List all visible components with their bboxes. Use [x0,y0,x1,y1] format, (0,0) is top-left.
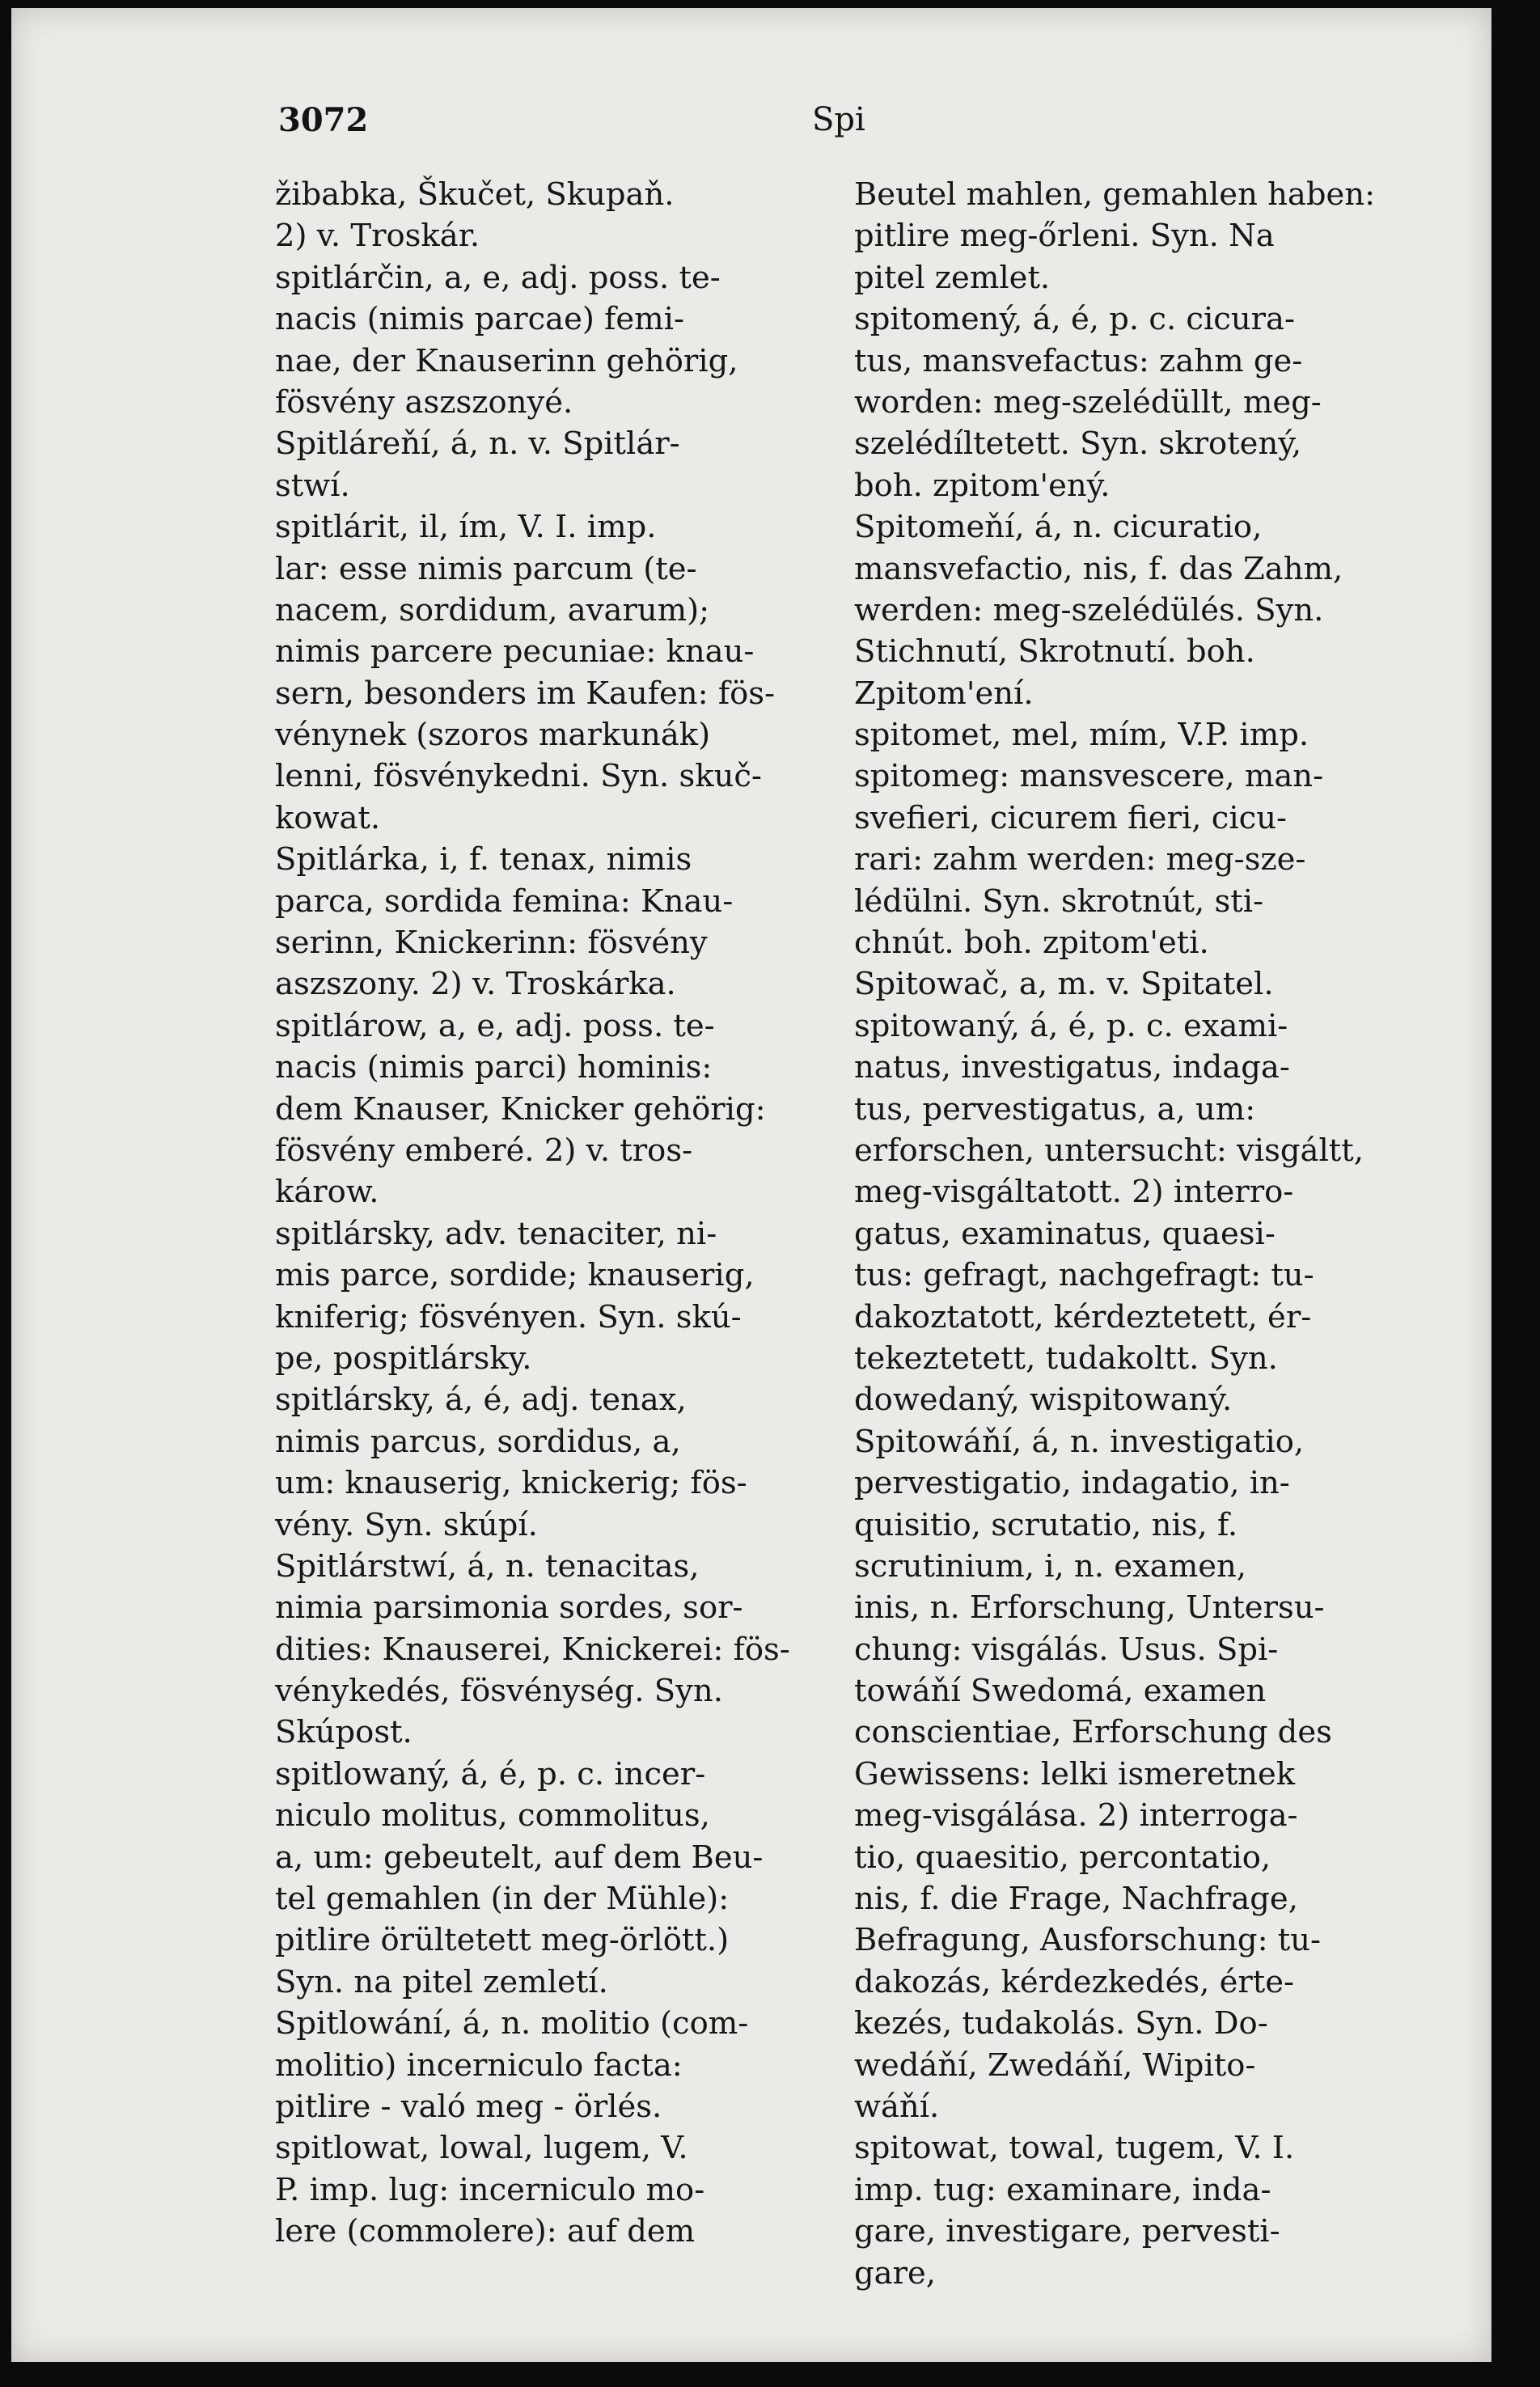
text-line: pervestigatio, indagatio, in- [854,1465,1290,1502]
text-line: worden: meg-szelédüllt, meg- [854,383,1322,421]
text-line: Syn. na pitel zemletí. [275,1963,608,2000]
text-line: spitlowaný, á, é, p. c. incer- [275,1755,706,1792]
text-line: wedáňí, Zwedáňí, Wipito- [854,2046,1256,2084]
text-line: imp. tug: examinare, inda- [854,2171,1271,2208]
text-line: nis, f. die Frage, Nachfrage, [854,1881,1298,1918]
text-line: towáňí Swedomá, examen [854,1673,1267,1710]
text-line: vény. Syn. skúpí. [275,1506,538,1543]
text-line: Spitomeňí, á, n. cicuratio, [854,509,1263,546]
text-line: gare, investigare, pervesti- [854,2213,1280,2250]
text-line: parca, sordida femina: Knau- [275,882,734,920]
running-head: Spi [812,101,865,138]
text-line: pe, pospitlársky. [275,1340,532,1377]
text-line: um: knauserig, knickerig; fös- [275,1465,747,1502]
text-line: quisitio, scrutatio, nis, f. [854,1506,1238,1543]
text-line: wáňí. [854,2088,940,2125]
text-line: spitlowat, lowal, lugem, V. [275,2130,688,2167]
text-line: kezés, tudakolás. Syn. Do- [854,2005,1268,2042]
text-line: nacis (nimis parcae) femi- [275,301,684,338]
text-line: kowat. [275,799,381,836]
right-column [854,174,1428,2294]
text-line: spitomet, mel, mím, V.P. imp. [854,717,1309,754]
text-line: spitomeg: mansvescere, man- [854,758,1324,795]
text-line: lenni, fösvénykedni. Syn. skuč- [275,758,762,795]
page-number: 3072 [278,101,369,139]
text-line: Gewissens: lelki ismeretnek [854,1755,1296,1792]
text-line: pitlire meg-őrleni. Syn. Na [854,218,1275,255]
text-line: mis parce, sordide; knauserig, [275,1257,755,1294]
text-line: pitel zemlet. [854,259,1051,296]
page-header [11,101,1491,150]
text-line: scrutinium, i, n. examen, [854,1547,1247,1585]
text-line: werden: meg-szelédülés. Syn. [854,591,1324,628]
text-line: inis, n. Erforschung, Untersu- [854,1589,1325,1627]
text-line: spitlársky, á, é, adj. tenax, [275,1382,687,1419]
text-line: P. imp. lug: incerniculo mo- [275,2171,705,2208]
text-line: dem Knauser, Knicker gehörig: [275,1090,766,1128]
text-line: chung: visgálás. Usus. Spi- [854,1631,1279,1668]
text-line: chnút. boh. zpitom'eti. [854,925,1209,962]
text-line: spitlárčin, a, e, adj. poss. te- [275,259,721,296]
text-line: tus, pervestigatus, a, um: [854,1090,1256,1128]
text-line: lar: esse nimis parcum (te- [275,550,697,587]
text-line: Spitowač, a, m. v. Spitatel. [854,966,1274,1003]
text-line: meg-visgálása. 2) interroga- [854,1797,1298,1835]
text-line: Befragung, Ausforschung: tu- [854,1922,1322,1959]
text-line: nacem, sordidum, avarum); [275,591,710,628]
text-line: sern, besonders im Kaufen: fös- [275,675,776,712]
text-line: Spitlárstwí, á, n. tenacitas, [275,1547,700,1585]
text-line: erforschen, untersucht: visgáltt, [854,1132,1364,1169]
text-line: Stichnutí, Skrotnutí. boh. [854,633,1255,671]
text-line: Spitlárka, i, f. tenax, nimis [275,841,692,878]
text-line: Spitláreňí, á, n. v. Spitlár- [275,425,680,463]
text-line: kniferig; fösvényen. Syn. skú- [275,1298,742,1335]
text-line: tekeztetett, tudakoltt. Syn. [854,1340,1278,1377]
text-line: žibabka, Škučet, Skupaň. [275,176,675,213]
text-line: aszszony. 2) v. Troskárka. [275,966,676,1003]
text-line: nae, der Knauserinn gehörig, [275,342,738,379]
dictionary-page [11,8,1491,2362]
text-line: nimis parcus, sordidus, a, [275,1423,681,1460]
text-line: Beutel mahlen, gemahlen haben: [854,176,1376,213]
text-line: meg-visgáltatott. 2) interro- [854,1174,1294,1211]
text-line: niculo molitus, commolitus, [275,1797,710,1835]
text-line: spitowat, towal, tugem, V. I. [854,2130,1295,2167]
text-line: lédülni. Syn. skrotnút, sti- [854,882,1264,920]
text-line: tus, mansvefactus: zahm ge- [854,342,1303,379]
text-line: a, um: gebeutelt, auf dem Beu- [275,1839,764,1876]
text-line: szelédíltetett. Syn. skrotený, [854,425,1302,463]
text-line: nacis (nimis parci) hominis: [275,1049,713,1086]
text-line: nimis parcere pecuniae: knau- [275,633,755,671]
text-line: spitlárit, il, ím, V. I. imp. [275,509,657,546]
text-line: spitomený, á, é, p. c. cicura- [854,301,1296,338]
text-line: vénykedés, fösvénység. Syn. [275,1673,723,1710]
text-line: natus, investigatus, indaga- [854,1049,1290,1086]
text-line: Skúpost. [275,1714,412,1751]
text-line: conscientiae, Erforschung des [854,1714,1332,1751]
text-line: Spitowáňí, á, n. investigatio, [854,1423,1305,1460]
text-line: fösvény aszszonyé. [275,383,573,421]
text-line: stwí. [275,467,350,504]
text-line: spitlárow, a, e, adj. poss. te- [275,1007,715,1044]
text-line: vénynek (szoros markunák) [275,717,711,754]
text-line: tel gemahlen (in der Mühle): [275,1881,730,1918]
text-line: mansvefactio, nis, f. das Zahm, [854,550,1343,587]
text-line: tio, quaesitio, percontatio, [854,1839,1271,1876]
text-line: nimia parsimonia sordes, sor- [275,1589,743,1627]
text-line: boh. zpitom'ený. [854,467,1111,504]
text-line: pitlire örültetett meg-örlött.) [275,1922,730,1959]
text-line: dakozás, kérdezkedés, érte- [854,1963,1295,2000]
left-column [275,174,833,2253]
text-line: svefieri, cicurem fieri, cicu- [854,799,1288,836]
text-line: Zpitom'ení. [854,675,1034,712]
text-line: fösvény emberé. 2) v. tros- [275,1132,693,1169]
text-line: károw. [275,1174,379,1211]
text-line: lere (commolere): auf dem [275,2213,696,2250]
text-line: dakoztatott, kérdeztetett, ér- [854,1298,1312,1335]
text-line: serinn, Knickerinn: fösvény [275,925,708,962]
text-line: 2) v. Troskár. [275,218,480,255]
text-line: dities: Knauserei, Knickerei: fös- [275,1631,790,1668]
text-line: tus: gefragt, nachgefragt: tu- [854,1257,1314,1294]
text-line: rari: zahm werden: meg-sze- [854,841,1306,878]
text-line: pitlire - való meg - örlés. [275,2088,662,2125]
text-line: dowedaný, wispitowaný. [854,1382,1233,1419]
text-line: spitowaný, á, é, p. c. exami- [854,1007,1288,1044]
text-line: spitlársky, adv. tenaciter, ni- [275,1215,717,1252]
text-line: Spitlowání, á, n. molitio (com- [275,2005,749,2042]
text-line: molitio) incerniculo facta: [275,2046,683,2084]
text-line: gatus, examinatus, quaesi- [854,1215,1276,1252]
text-line: gare, [854,2254,937,2292]
